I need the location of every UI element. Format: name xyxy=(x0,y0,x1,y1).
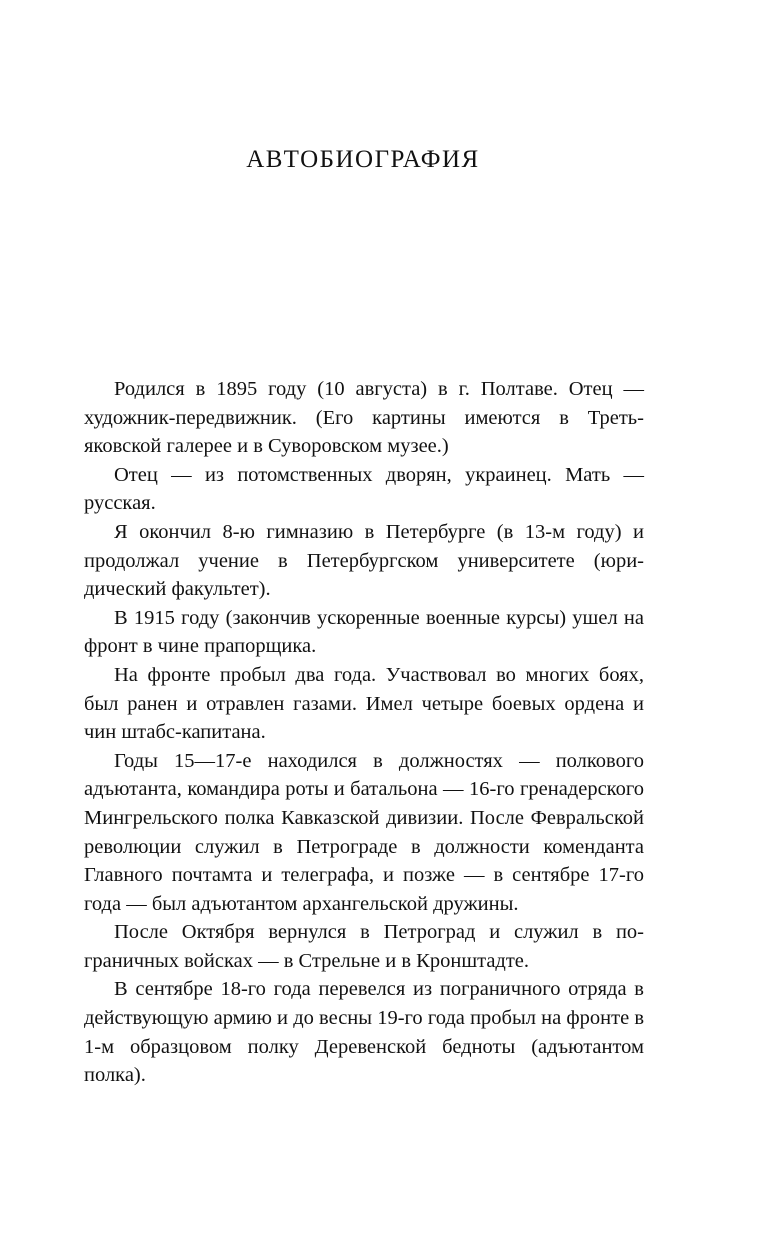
body-text xyxy=(84,375,644,1090)
chapter-title: АВТОБИОГРАФИЯ xyxy=(246,146,480,173)
paragraph-after-october: После Октября вернулся в Петроград и служил в пограничных войсках — в Стрельне и в Кронштадте. xyxy=(84,921,644,972)
paragraph-front-1915: В 1915 году (закончив ускоренные военные курсы) ушел на фронт в чине прапорщика. xyxy=(84,606,644,658)
paragraph-birth: Родился в 1895 году (10 августа) в г. Полтаве. Отец — художник-передвижник. (Его картины имеются в Третьяковской галерее и в Суворовском музее.) xyxy=(84,378,644,458)
paragraph-september-18: В сентябре 18-го года перевелся из пограничного отряда в действующую армию и до весны 19-го года пробыл на фронте в 1-м образцовом полку Деревенской бедноты (адъютантом полка). xyxy=(84,978,644,1087)
paragraph-education: Я окончил 8-ю гимназию в Петербурге (в 13-м году) и продолжал учение в Петербургском университете (юридический факультет). xyxy=(84,520,644,601)
paragraph-parents: Отец — из потомственных дворян, украинец. Мать — русская. xyxy=(84,463,644,515)
paragraph-positions: Годы 15—17-е находился в должностях — полкового адъютанта, командира роты и батальона — 16-го гренадерского Мингрельского полка Кавказской дивизии. После Февральской революции служил в Петрограде в должности коменданта Главного почтамта и телеграфа, и позже — в сентябре 17-го года — был адъютантом архангельской дружины. xyxy=(84,749,644,915)
paragraph-front-service: На фронте пробыл два года. Участвовал во многих боях, был ранен и отравлен газами. Имел четыре боевых ордена и чин штабс-капитана. xyxy=(84,663,644,744)
